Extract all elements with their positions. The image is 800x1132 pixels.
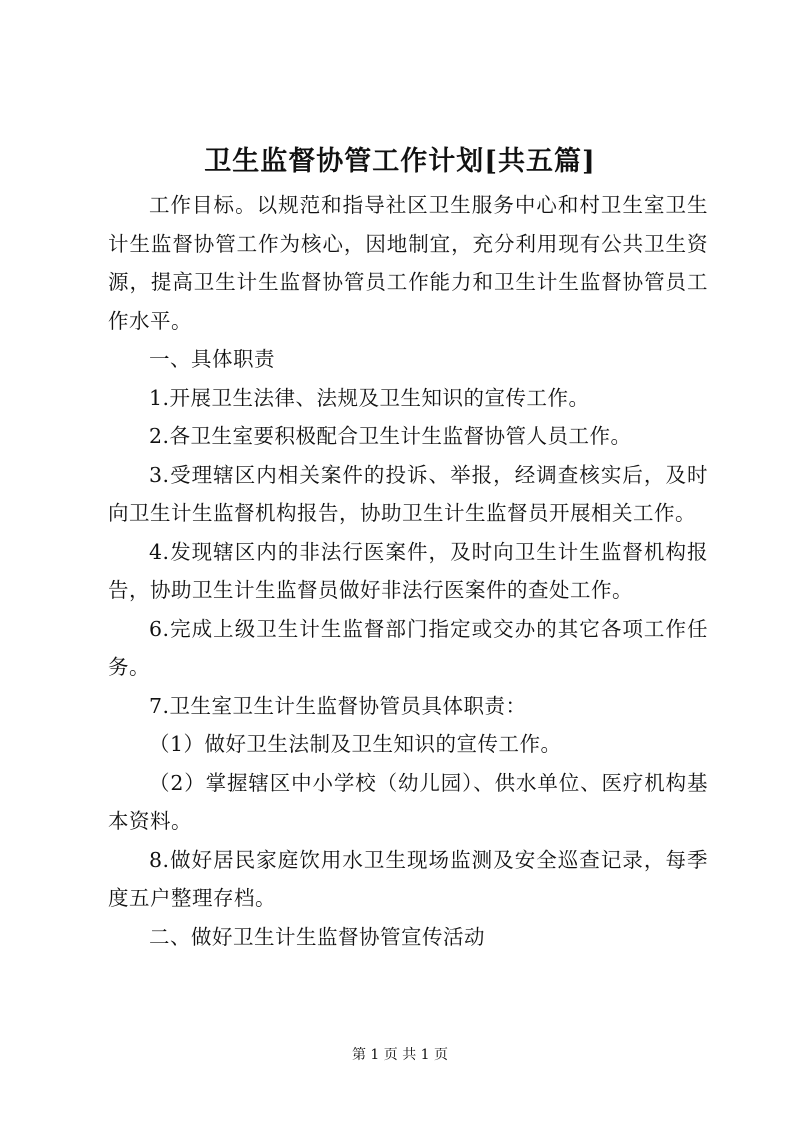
paragraph-item-6: 6.完成上级卫生计生监督部门指定或交办的其它各项工作任务。 xyxy=(108,616,708,679)
paragraph-item-4: 4.发现辖区内的非法行医案件，及时向卫生计生监督机构报告，协助卫生计生监督员做好非法行医案件的查处工作。 xyxy=(108,539,708,602)
paragraph-item-2: 2.各卫生室要积极配合卫生计生监督协管人员工作。 xyxy=(149,424,632,448)
heading-publicity: 二、做好卫生计生监督协管宣传活动 xyxy=(149,924,485,949)
paragraph-goal: 工作目标。以规范和指导社区卫生服务中心和村卫生室卫生计生监督协管工作为核心，因地制宜，充分利用现有公共卫生资源，提高卫生计生监督协管员工作能力和卫生计生监督协管员工作水平。 xyxy=(108,193,708,333)
paragraph-item-8: 8.做好居民家庭饮用水卫生现场监测及安全巡查记录，每季度五户整理存档。 xyxy=(108,847,708,910)
document-body xyxy=(108,186,708,956)
paragraph-item-1: 1.开展卫生法律、法规及卫生知识的宣传工作。 xyxy=(149,385,590,410)
heading-duties: 一、具体职责 xyxy=(149,347,275,371)
paragraph-item-3: 3.受理辖区内相关案件的投诉、举报，经调查核实后，及时向卫生计生监督机构报告，协助卫生计生监督员开展相关工作。 xyxy=(108,462,708,525)
page-footer: 第 1 页 共 1 页 xyxy=(351,1047,449,1063)
paragraph-subitem-2: （2）掌握辖区中小学校（幼儿园）、供水单位、医疗机构基本资料。 xyxy=(108,770,708,833)
paragraph-subitem-1: （1）做好卫生法制及卫生知识的宣传工作。 xyxy=(149,732,562,756)
document-title: 卫生监督协管工作计划[共五篇] xyxy=(204,146,596,177)
paragraph-item-7: 7.卫生室卫生计生监督协管员具体职责： xyxy=(149,693,527,718)
